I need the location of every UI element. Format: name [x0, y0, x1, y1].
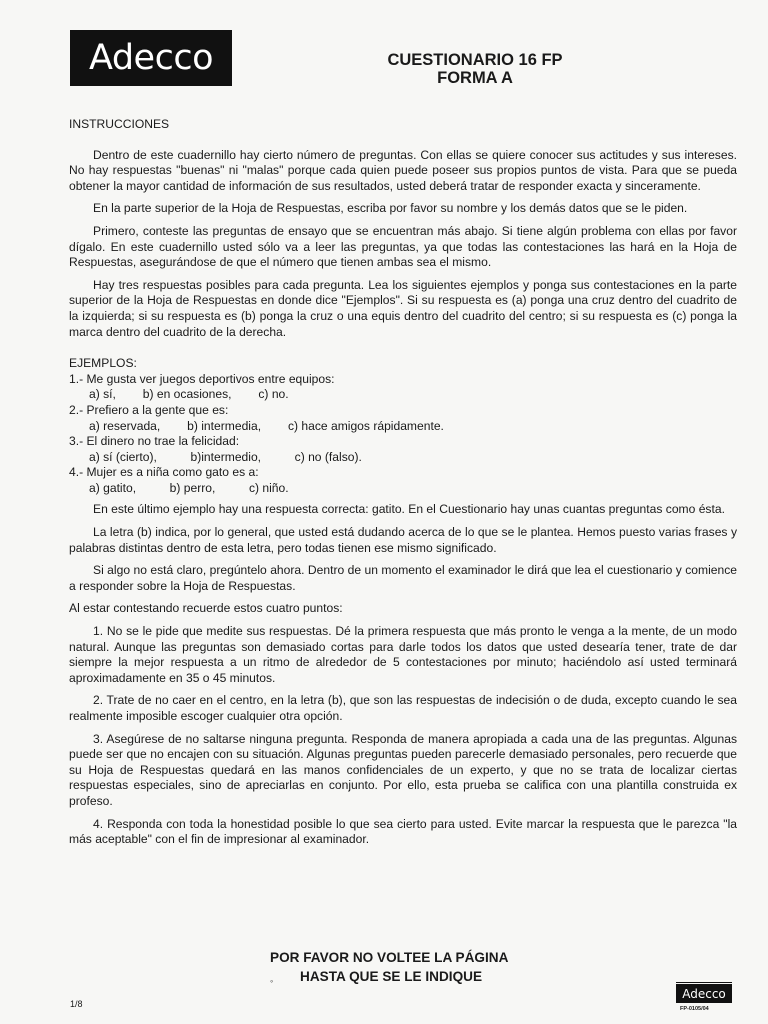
title-line-2: FORMA A: [437, 69, 513, 87]
explanation-paragraph: En este último ejemplo hay una respuesta correcta: gatito. En el Cuestionario hay unas cuantas preguntas como ésta.: [93, 502, 725, 517]
instructions-paragraph: En la parte superior de la Hoja de Respuestas, escriba por favor su nombre y los demás datos que se le piden.: [93, 201, 688, 216]
explanation-paragraph: Si algo no está claro, pregúntelo ahora. Dentro de un momento el examinador le dirá que lea el cuestionario y comience a responder sobre la Hoja de Respuestas.: [69, 563, 737, 593]
example-question: 4.- Mujer es a niña como gato es a:: [69, 465, 259, 480]
page-turn-notice: [270, 948, 508, 986]
point-paragraph: 2. Trate de no caer en el centro, en la letra (b), que son las respuestas de indecisión o de duda, excepto cuando le sea realmente imposible escoger cualquier otra opción.: [69, 693, 737, 723]
example-options: a) reservada, b) intermedia, c) hace amigos rápidamente.: [89, 418, 444, 433]
example-item: [69, 434, 737, 465]
instructions-paragraph: Primero, conteste las preguntas de ensayo que se encuentran más abajo. Si tiene algún problema con ellas por favor dígalo. En este cuadernillo usted sólo va a leer las preguntas, ya que todas las contestaciones las hará en la Hoja de Respuestas, asegurándose de que el número que tienen ambas sea el mismo.: [69, 223, 737, 270]
footer-logo-text: Adecco: [682, 986, 726, 1001]
example-question: 3.- El dinero no trae la felicidad:: [69, 434, 240, 449]
instructions-paragraph: Hay tres respuestas posibles para cada pregunta. Lea los siguientes ejemplos y ponga sus contestaciones en la parte superior de la Hoja de Respuestas en donde dice "Ejemplos". Si su respuesta es (a) ponga una cruz dentro del cuadrito de la izquierda; si su respuesta es (b) ponga la cruz o una equis dentro del cuadrito del centro; si su respuesta es (c) ponga la marca dentro del cuadrito de la derecha.: [69, 277, 737, 339]
instructions-heading: INSTRUCCIONES: [69, 117, 170, 131]
example-item: [69, 372, 737, 403]
footer-logo: [676, 984, 732, 1003]
example-options: a) sí (cierto), b)intermedio, c) no (falso).: [89, 449, 362, 464]
page-number: 1/8: [70, 999, 83, 1009]
examples-label: EJEMPLOS:: [69, 356, 137, 371]
logo-text: Adecco: [89, 38, 213, 78]
example-item: [69, 403, 737, 434]
explanation-paragraph: La letra (b) indica, por lo general, que usted está dudando acerca de lo que se le plantea. Hemos puesto varias frases y palabras distintas dentro de esta letra, pero todas tienen ese mismo significado.: [69, 525, 737, 555]
example-question: 2.- Prefiero a la gente que es:: [69, 402, 229, 417]
adecco-logo: [70, 30, 232, 86]
point-paragraph: 3. Asegúrese de no saltarse ninguna pregunta. Responda de manera apropiada a cada una de las preguntas. Algunas puede ser que no encajen con su situación. Algunas preguntas pueden parecerle demasiado personales, pero recuerde que su Hoja de Respuestas quedará en las manos confidenciales de un experto, y que no se trata de localizar ciertas respuestas especiales, sino de apreciarlas en conjunto. Por ello, esta prueba se califica con una plantilla construida ex profeso.: [69, 731, 737, 808]
bullet-icon: ◦: [270, 976, 274, 986]
point-paragraph: 4. Responda con toda la honestidad posible lo que sea cierto para usted. Evite marcar la respuesta que le parezca "la más aceptable" con el fin de impresionar al examinador.: [69, 816, 737, 847]
instructions-paragraph: Dentro de este cuadernillo hay cierto número de preguntas. Con ellas se quiere conocer sus actitudes y sus intereses. No hay respuestas "buenas" ni "malas" porque cada quien puede poseer sus propios puntos de vista. Para que se pueda obtener la mayor cantidad de información de sus resultados, usted deberá tratar de responder exacta y sinceramente.: [69, 147, 737, 193]
title-line-1: CUESTIONARIO 16 FP: [387, 51, 563, 69]
notice-line-2: HASTA QUE SE LE INDIQUE: [300, 969, 483, 984]
points-intro: Al estar contestando recuerde estos cuatro puntos:: [69, 601, 343, 616]
form-code: FP-0105/04: [680, 1006, 709, 1012]
example-options: a) sí, b) en ocasiones, c) no.: [89, 387, 289, 402]
point-paragraph: 1. No se le pide que medite sus respuestas. Dé la primera respuesta que más pronto le venga a la mente, de un modo natural. Aunque las preguntas son demasiado cortas para darle todos los datos que usted desearía tener, trate de dar siempre la mejor respuesta a un ritmo de alrededor de 5 contestaciones por minuto; haciéndolo así usted terminará aproximadamente en 35 o 45 minutos.: [69, 624, 737, 685]
example-options: a) gatito, b) perro, c) niño.: [89, 480, 289, 495]
example-item: [69, 465, 737, 496]
footer-rule: [676, 982, 732, 983]
notice-line-1: POR FAVOR NO VOLTEE LA PÁGINA: [270, 950, 509, 965]
document-body: [69, 117, 737, 855]
document-title: [340, 51, 610, 87]
example-question: 1.- Me gusta ver juegos deportivos entre equipos:: [69, 371, 335, 386]
